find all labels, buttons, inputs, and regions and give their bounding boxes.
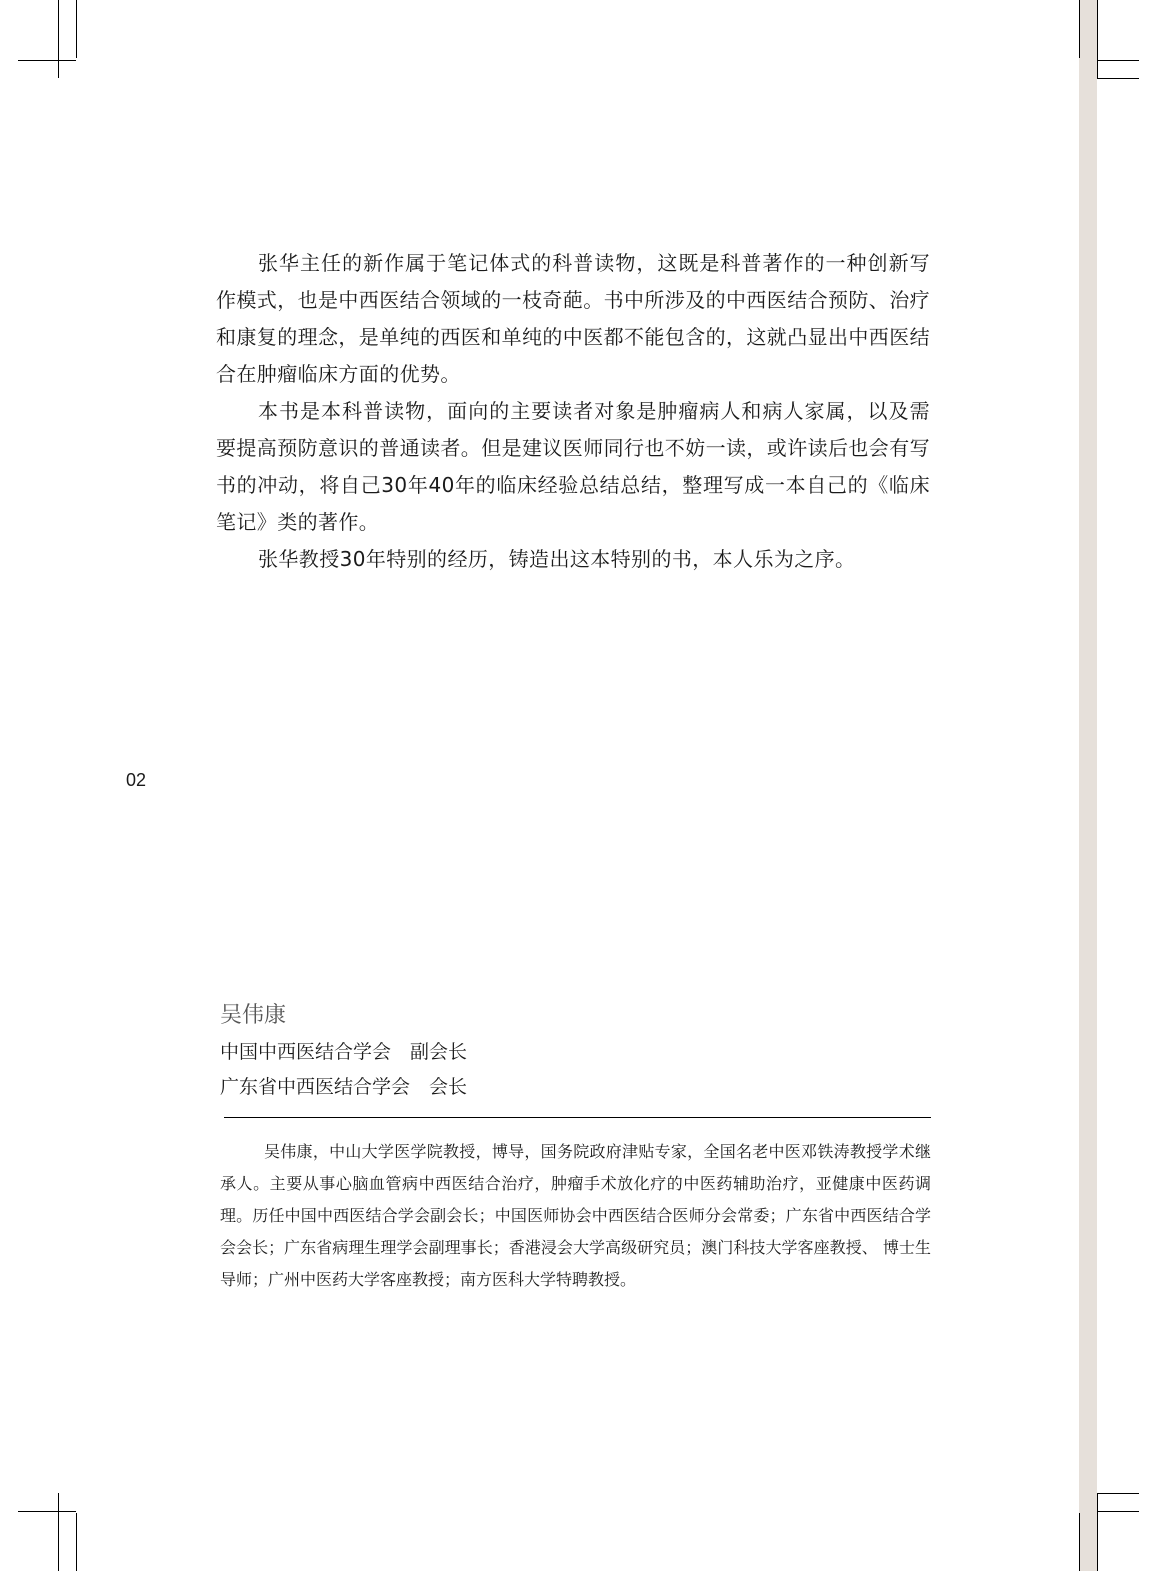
book-spine-band — [1079, 0, 1097, 1571]
page-number: 02 — [126, 770, 147, 790]
body-paragraph: 张华教授30年特别的经历，铸造出这本特别的书，本人乐为之序。 — [258, 547, 856, 571]
crop-mark — [1097, 1511, 1139, 1512]
author-bio: 吴伟康，中山大学医学院教授，博导，国务院政府津贴专家，全国名老中医邓铁涛教授学术继承人。主要从事心脑血管病中西医结合治疗，肿瘤手术放化疗的中医药辅助治疗，亚健康中医药调理。历任中国中西医结合学会副会长；中国医师协会中西医结合医师分会常委；广东省中西医结合学会会长；广东省病理生理学会副理事长；香港浸会大学高级研究员；澳门科技大学客座教授、 博士生导师；广州中医药大学客座教授；南方医科大学特聘教授。 — [220, 1142, 931, 1289]
crop-mark — [76, 0, 77, 58]
crop-mark — [18, 60, 76, 61]
author-title: 广东省中西医结合学会 会长 — [220, 1076, 468, 1098]
author-title: 中国中西医结合学会 副会长 — [220, 1041, 468, 1063]
crop-mark — [1097, 0, 1098, 78]
crop-mark — [1097, 78, 1139, 79]
body-paragraph: 张华主任的新作属于笔记体式的科普读物，这既是科普著作的一种创新写作模式，也是中西医结合领域的一枝奇葩。书中所涉及的中西医结合预防、治疗和康复的理念，是单纯的西医和单纯的中医都不能包含的，这就凸显出中西医结合在肿瘤临床方面的优势。 — [216, 251, 930, 386]
crop-mark — [1097, 1493, 1098, 1571]
crop-mark — [58, 0, 59, 78]
crop-mark — [58, 1493, 59, 1571]
body-paragraph: 本书是本科普读物，面向的主要读者对象是肿瘤病人和病人家属，以及需要提高预防意识的普通读者。但是建议医师同行也不妨一读，或许读后也会有写书的冲动，将自己30年40年的临床经验总结总结，整理写成一本自己的《临床笔记》类的著作。 — [216, 399, 930, 534]
crop-mark — [18, 1511, 76, 1512]
crop-mark — [1079, 0, 1080, 58]
crop-mark — [76, 1513, 77, 1571]
crop-mark — [1079, 1513, 1080, 1571]
crop-mark — [1097, 60, 1139, 61]
crop-mark — [1097, 1493, 1139, 1494]
author-name: 吴伟康 — [220, 1003, 287, 1028]
divider-line — [224, 1117, 931, 1118]
